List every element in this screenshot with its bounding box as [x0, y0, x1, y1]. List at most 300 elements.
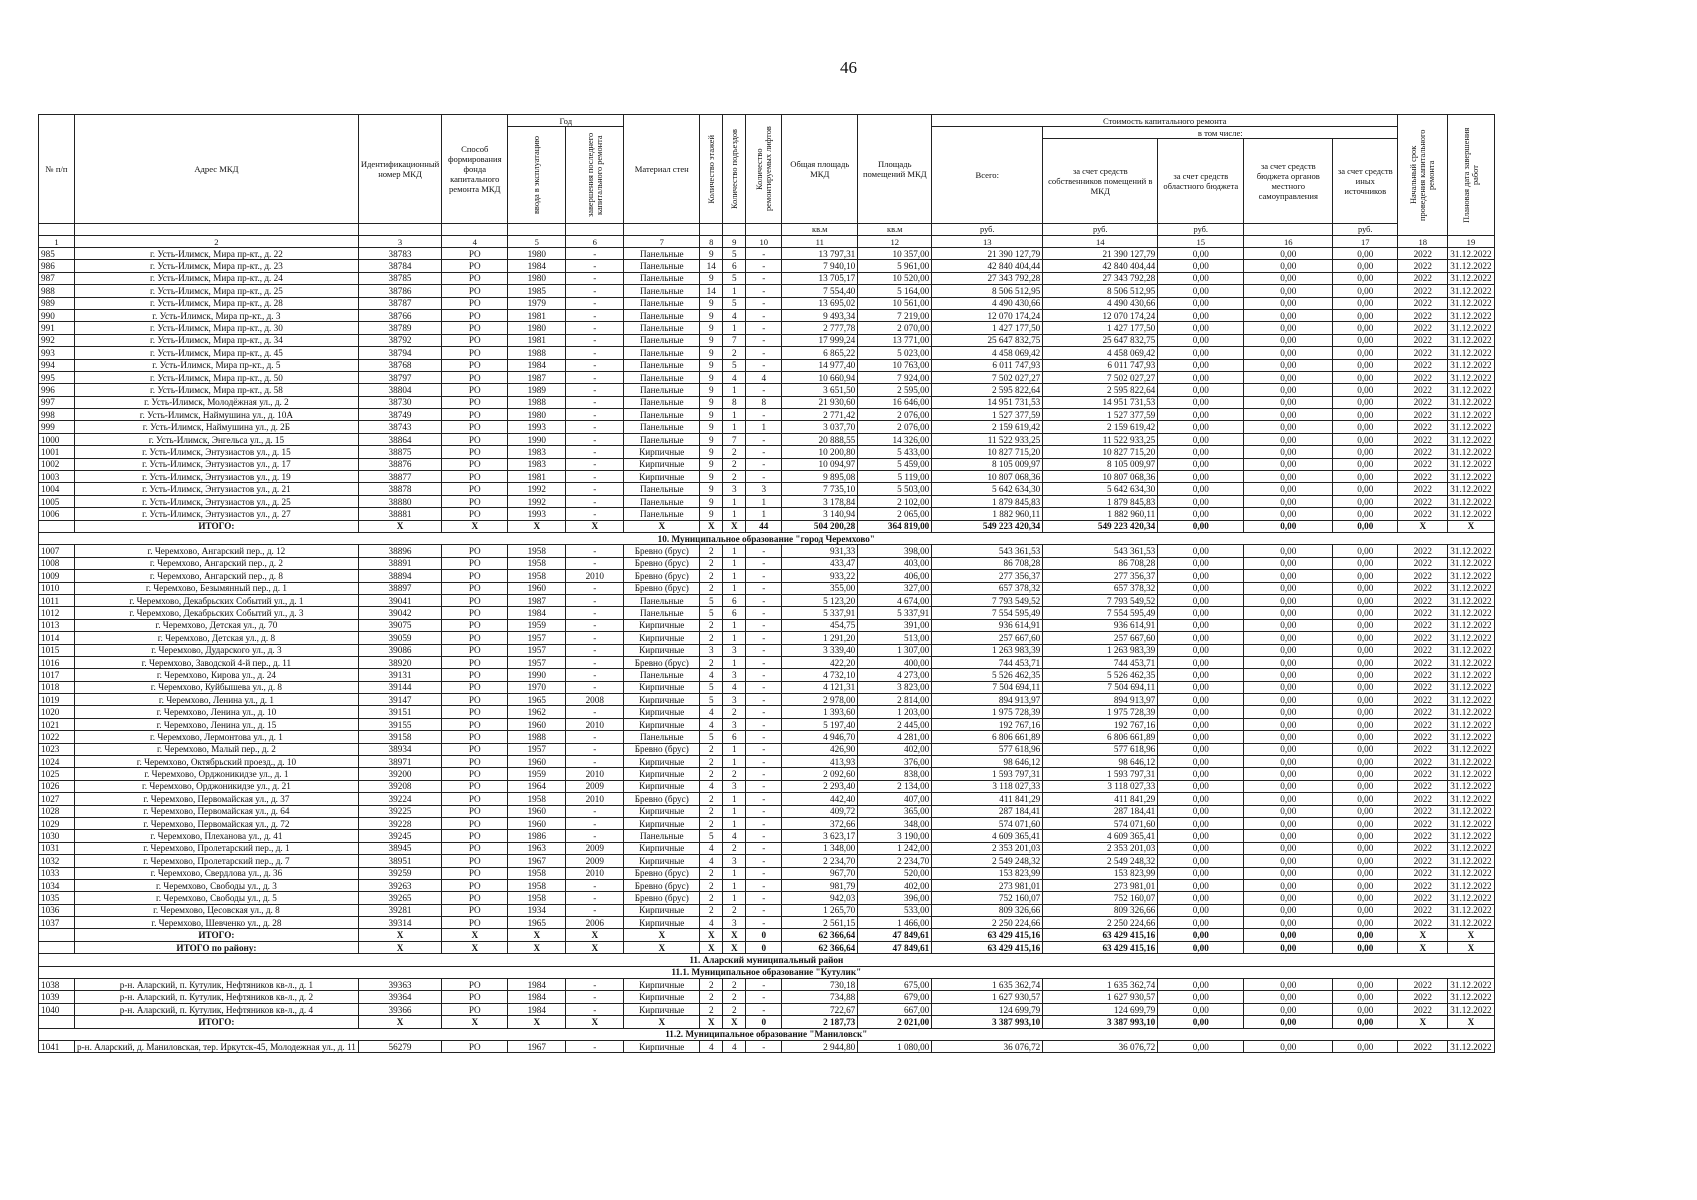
table-cell: -	[746, 644, 782, 656]
table-cell: 0,00	[1158, 433, 1244, 445]
table-cell: -	[566, 322, 624, 334]
table-cell: 2022	[1398, 867, 1448, 879]
table-cell: 31.12.2022	[1448, 396, 1494, 408]
table-cell: 2022	[1398, 780, 1448, 792]
table-cell: РО	[442, 359, 508, 371]
table-cell: 2006	[566, 917, 624, 929]
table-cell: 153 823,99	[1043, 867, 1158, 879]
table-cell: Кирпичные	[624, 681, 700, 693]
table-cell: 1030	[39, 830, 75, 842]
table-cell: 398,00	[858, 545, 932, 557]
table-cell: 21 390 127,79	[932, 248, 1043, 260]
table-cell: 1	[723, 508, 746, 520]
table-cell: Кирпичные	[624, 780, 700, 792]
table-cell: -	[746, 309, 782, 321]
table-cell: 0,00	[1158, 495, 1244, 507]
table-cell: 9	[700, 347, 723, 359]
table-cell: -	[746, 694, 782, 706]
table-cell: г. Черемхово, Лермонтова ул., д. 1	[75, 731, 359, 743]
table-cell: 2022	[1398, 446, 1448, 458]
table-cell: 0,00	[1333, 768, 1398, 780]
table-cell: 543 361,53	[1043, 545, 1158, 557]
table-cell: 0,00	[1158, 384, 1244, 396]
table-cell: 31.12.2022	[1448, 867, 1494, 879]
table-cell: 5 459,00	[858, 458, 932, 470]
table-cell: г. Черемхово, Безымянный пер., д. 1	[75, 582, 359, 594]
header-premises-area: Площадь помещений МКД	[858, 115, 932, 224]
table-cell: 549 223 420,34	[1043, 520, 1158, 532]
table-cell: 2010	[566, 570, 624, 582]
table-cell: 1	[723, 892, 746, 904]
table-cell: г. Усть-Илимск, Мира пр-кт., д. 28	[75, 297, 359, 309]
table-cell: -	[746, 756, 782, 768]
table-cell: 13 705,17	[782, 272, 858, 284]
table-cell: 38891	[358, 557, 441, 569]
table-cell: РО	[442, 855, 508, 867]
table-cell: X	[1398, 520, 1448, 532]
table-cell: 1 627 930,57	[1043, 991, 1158, 1003]
table-cell: 2009	[566, 780, 624, 792]
table-cell: р-н. Аларский, д. Маниловская, тер. Иркутск-45, Молодежная ул., д. 11	[75, 1041, 359, 1053]
table-cell: X	[442, 520, 508, 532]
table-cell: 5 433,00	[858, 446, 932, 458]
table-cell: 39228	[358, 817, 441, 829]
table-cell: -	[746, 334, 782, 346]
table-cell: 31.12.2022	[1448, 582, 1494, 594]
table-cell: г. Черемхово, Детская ул., д. 8	[75, 632, 359, 644]
table-cell: X	[700, 929, 723, 941]
table-cell: 0,00	[1158, 285, 1244, 297]
table-row	[39, 632, 1495, 644]
table-cell: 9	[700, 297, 723, 309]
table-cell: г. Черемхово, Пролетарский пер., д. 1	[75, 842, 359, 854]
table-cell: 0,00	[1333, 731, 1398, 743]
unit-rub: руб.	[1043, 224, 1158, 236]
table-cell: 63 429 415,16	[932, 941, 1043, 953]
table-cell: 0,00	[1333, 421, 1398, 433]
table-cell: 997	[39, 396, 75, 408]
table-cell: 8 105 009,97	[932, 458, 1043, 470]
page-number: 46	[840, 58, 857, 77]
table-row	[39, 347, 1495, 359]
table-cell: 0,00	[1333, 917, 1398, 929]
table-cell: 31.12.2022	[1448, 545, 1494, 557]
table-row	[39, 495, 1495, 507]
table-cell: 0,00	[1244, 433, 1333, 445]
table-cell: 4 946,70	[782, 731, 858, 743]
table-cell: 38743	[358, 421, 441, 433]
table-row	[39, 260, 1495, 272]
table-cell: 2022	[1398, 706, 1448, 718]
table-cell: 2 561,15	[782, 917, 858, 929]
table-cell: 0,00	[1244, 297, 1333, 309]
table-cell: 38792	[358, 334, 441, 346]
table-cell: 31.12.2022	[1448, 991, 1494, 1003]
table-cell: 2 549 248,32	[1043, 855, 1158, 867]
table-cell: 433,47	[782, 557, 858, 569]
table-row	[39, 371, 1495, 383]
table-cell: 2	[700, 557, 723, 569]
table-cell: -	[566, 582, 624, 594]
table-cell: X	[723, 520, 746, 532]
table-cell: -	[746, 384, 782, 396]
table-cell: г. Черемхово, Ленина ул., д. 15	[75, 718, 359, 730]
table-cell: 1026	[39, 780, 75, 792]
table-cell: 21 930,60	[782, 396, 858, 408]
table-cell: 3	[723, 669, 746, 681]
table-cell: -	[746, 681, 782, 693]
table-cell: 31.12.2022	[1448, 1003, 1494, 1015]
table-cell: 994	[39, 359, 75, 371]
table-cell: 1988	[508, 731, 566, 743]
table-cell: X	[624, 929, 700, 941]
table-cell: 0,00	[1158, 867, 1244, 879]
header-lifts	[746, 115, 782, 224]
table-cell: г. Черемхово, Орджоникидзе ул., д. 21	[75, 780, 359, 792]
column-number: 15	[1158, 236, 1244, 248]
header-local: за счет средств бюджета органов местного самоуправления	[1244, 139, 1333, 224]
table-cell: 2022	[1398, 347, 1448, 359]
table-cell: 31.12.2022	[1448, 384, 1494, 396]
table-cell: 1 975 728,39	[1043, 706, 1158, 718]
table-cell: 2009	[566, 855, 624, 867]
unit-cell	[700, 224, 723, 236]
table-cell: 44	[746, 520, 782, 532]
table-cell: 454,75	[782, 619, 858, 631]
table-cell: 38880	[358, 495, 441, 507]
table-cell: 31.12.2022	[1448, 359, 1494, 371]
table-cell: 9	[700, 309, 723, 321]
table-cell: Панельные	[624, 260, 700, 272]
table-cell: 5	[723, 248, 746, 260]
table-cell: -	[746, 433, 782, 445]
table-cell: 6 865,22	[782, 347, 858, 359]
table-cell: 0,00	[1333, 285, 1398, 297]
table-cell: 0,00	[1244, 917, 1333, 929]
table-cell: 987	[39, 272, 75, 284]
table-cell: Кирпичные	[624, 471, 700, 483]
table-cell: Кирпичные	[624, 805, 700, 817]
table-cell: 2022	[1398, 322, 1448, 334]
table-cell: 1016	[39, 656, 75, 668]
table-cell: Кирпичные	[624, 1041, 700, 1053]
table-cell: р-н. Аларский, п. Кутулик, Нефтяников кв-л., д. 1	[75, 979, 359, 991]
table-cell: 10 827 715,20	[932, 446, 1043, 458]
table-cell: 39041	[358, 594, 441, 606]
table-cell: Бревно (брус)	[624, 582, 700, 594]
table-cell: 0,00	[1158, 619, 1244, 631]
table-cell: РО	[442, 297, 508, 309]
table-cell: Панельные	[624, 297, 700, 309]
table-cell: X	[358, 520, 441, 532]
table-cell: 39042	[358, 607, 441, 619]
table-cell: 1958	[508, 793, 566, 805]
table-cell: 31.12.2022	[1448, 669, 1494, 681]
table-cell: 981,79	[782, 879, 858, 891]
table-cell: 0,00	[1158, 309, 1244, 321]
table-cell: 39265	[358, 892, 441, 904]
table-cell: 1	[723, 632, 746, 644]
table-cell: 2 234,70	[782, 855, 858, 867]
table-cell: 31.12.2022	[1448, 842, 1494, 854]
table-cell: РО	[442, 706, 508, 718]
table-cell: 4	[700, 855, 723, 867]
table-cell: 520,00	[858, 867, 932, 879]
table-cell: 0,00	[1158, 656, 1244, 668]
table-cell: 0,00	[1158, 979, 1244, 991]
table-cell: 0,00	[1333, 371, 1398, 383]
table-cell: -	[566, 446, 624, 458]
table-cell: 7 554 595,49	[1043, 607, 1158, 619]
table-cell: 513,00	[858, 632, 932, 644]
table-cell: 31.12.2022	[1448, 731, 1494, 743]
table-cell: 39147	[358, 694, 441, 706]
table-cell: г. Усть-Илимск, Мира пр-кт., д. 3	[75, 309, 359, 321]
unit-cell	[508, 224, 566, 236]
table-cell: РО	[442, 248, 508, 260]
table-row	[39, 545, 1495, 557]
table-cell: 407,00	[858, 793, 932, 805]
table-cell: 2	[700, 793, 723, 805]
table-cell: 0,00	[1333, 1016, 1398, 1028]
table-cell: 1987	[508, 594, 566, 606]
table-cell: 1019	[39, 694, 75, 706]
table-cell: 327,00	[858, 582, 932, 594]
unit-rub: руб.	[1158, 224, 1244, 236]
table-cell: 0,00	[1244, 904, 1333, 916]
table-cell: -	[746, 805, 782, 817]
column-number: 8	[700, 236, 723, 248]
table-cell: 0,00	[1333, 718, 1398, 730]
table-cell: 1 393,60	[782, 706, 858, 718]
table-cell: РО	[442, 594, 508, 606]
table-cell: 967,70	[782, 867, 858, 879]
table-cell: 0,00	[1333, 904, 1398, 916]
table-cell: 1990	[508, 669, 566, 681]
table-cell: 39155	[358, 718, 441, 730]
table-cell: 42 840 404,44	[1043, 260, 1158, 272]
header-entrances-text: Количество подъездов	[729, 129, 739, 209]
table-cell: 5 642 634,30	[932, 483, 1043, 495]
table-row	[39, 855, 1495, 867]
table-cell: 1957	[508, 644, 566, 656]
table-cell: г. Черемхово, Свердлова ул., д. 36	[75, 867, 359, 879]
table-cell: 31.12.2022	[1448, 607, 1494, 619]
table-cell: 31.12.2022	[1448, 557, 1494, 569]
table-cell: РО	[442, 309, 508, 321]
table-row	[39, 842, 1495, 854]
header-cost: Стоимость капитального ремонта	[932, 115, 1398, 127]
table-cell: 1 593 797,31	[1043, 768, 1158, 780]
table-cell: 21 390 127,79	[1043, 248, 1158, 260]
table-cell: Бревно (брус)	[624, 867, 700, 879]
table-cell: -	[746, 780, 782, 792]
table-cell: 0,00	[1333, 979, 1398, 991]
table-cell: 9	[700, 322, 723, 334]
table-cell: 9	[700, 384, 723, 396]
table-cell: 0,00	[1244, 669, 1333, 681]
table-cell: 1958	[508, 879, 566, 891]
unit-cell	[1244, 224, 1333, 236]
table-cell: 0,00	[1244, 632, 1333, 644]
table-row	[39, 471, 1495, 483]
table-cell: 2 234,70	[858, 855, 932, 867]
table-cell: -	[746, 322, 782, 334]
table-cell: 2022	[1398, 248, 1448, 260]
table-cell: 192 767,16	[1043, 718, 1158, 730]
table-cell: -	[746, 570, 782, 582]
table-cell: 8 506 512,95	[932, 285, 1043, 297]
table-cell: 0,00	[1244, 322, 1333, 334]
table-cell: 411 841,29	[932, 793, 1043, 805]
column-number: 7	[624, 236, 700, 248]
table-cell: 1 882 960,11	[932, 508, 1043, 520]
table-cell: 0,00	[1333, 941, 1398, 953]
table-cell: 38934	[358, 743, 441, 755]
table-cell: 2022	[1398, 297, 1448, 309]
table-cell: 9	[700, 272, 723, 284]
table-cell: РО	[442, 260, 508, 272]
table-cell: 9	[700, 483, 723, 495]
table-cell: Панельные	[624, 334, 700, 346]
table-cell: 7 502 027,27	[1043, 371, 1158, 383]
table-row	[39, 421, 1495, 433]
table-cell: -	[566, 495, 624, 507]
table-cell: 27 343 792,28	[1043, 272, 1158, 284]
table-cell: ИТОГО:	[75, 1016, 359, 1028]
table-cell: 1 427 177,50	[1043, 322, 1158, 334]
table-cell: 10 094,97	[782, 458, 858, 470]
table-cell: 1018	[39, 681, 75, 693]
table-cell: -	[566, 706, 624, 718]
table-cell: 63 429 415,16	[1043, 929, 1158, 941]
table-row	[39, 681, 1495, 693]
table-cell: 4 490 430,66	[932, 297, 1043, 309]
table-cell: Панельные	[624, 322, 700, 334]
column-number: 6	[566, 236, 624, 248]
table-cell: 1 593 797,31	[932, 768, 1043, 780]
table-cell: 0,00	[1244, 371, 1333, 383]
total-row	[39, 1016, 1495, 1028]
table-cell: -	[566, 756, 624, 768]
table-cell: Бревно (брус)	[624, 743, 700, 755]
table-cell: РО	[442, 879, 508, 891]
table-cell: -	[746, 892, 782, 904]
table-cell: РО	[442, 495, 508, 507]
table-cell: 31.12.2022	[1448, 309, 1494, 321]
header-regional: за счет средств областного бюджета	[1158, 139, 1244, 224]
table-cell: 36 076,72	[1043, 1041, 1158, 1053]
table-cell: 2022	[1398, 384, 1448, 396]
table-cell: 0,00	[1333, 855, 1398, 867]
table-cell: 0,00	[1244, 756, 1333, 768]
table-cell: 403,00	[858, 557, 932, 569]
table-cell: 2 595 822,64	[932, 384, 1043, 396]
table-cell: 0,00	[1158, 929, 1244, 941]
table-cell: 38875	[358, 446, 441, 458]
header-floors-text: Количество этажей	[706, 134, 716, 204]
header-end-text: Плановая дата завершения работ	[1461, 127, 1480, 223]
table-cell: 2010	[566, 718, 624, 730]
table-cell: 2022	[1398, 594, 1448, 606]
table-cell: 0,00	[1158, 520, 1244, 532]
table-cell: -	[746, 879, 782, 891]
table-cell: 31.12.2022	[1448, 793, 1494, 805]
table-cell: 39086	[358, 644, 441, 656]
table-cell: -	[566, 879, 624, 891]
table-cell: 2 978,00	[782, 694, 858, 706]
table-cell: 1	[723, 557, 746, 569]
table-cell: 989	[39, 297, 75, 309]
table-cell: 38864	[358, 433, 441, 445]
table-cell: 0,00	[1244, 1003, 1333, 1015]
table-cell: 2022	[1398, 817, 1448, 829]
table-cell: -	[566, 830, 624, 842]
table-cell: г. Усть-Илимск, Энтузиастов ул., д. 21	[75, 483, 359, 495]
table-cell: 0,00	[1244, 656, 1333, 668]
table-cell: 2	[700, 545, 723, 557]
table-cell: 2	[723, 471, 746, 483]
table-cell: 0,00	[1333, 867, 1398, 879]
table-cell: РО	[442, 458, 508, 470]
table-cell: г. Черемхово, Свободы ул., д. 3	[75, 879, 359, 891]
table-cell: 1 263 983,39	[1043, 644, 1158, 656]
table-cell: РО	[442, 756, 508, 768]
table-cell: X	[700, 941, 723, 953]
table-cell: РО	[442, 396, 508, 408]
header-lifts-text: Количество ремонтируемых лифтов	[754, 126, 773, 212]
unit-cell	[358, 224, 441, 236]
table-cell: РО	[442, 371, 508, 383]
table-cell: 0,00	[1158, 458, 1244, 470]
table-cell: 0,00	[1333, 334, 1398, 346]
table-cell: 3	[700, 644, 723, 656]
table-cell: X	[1448, 929, 1494, 941]
table-cell: 1000	[39, 433, 75, 445]
table-cell: Панельные	[624, 309, 700, 321]
table-cell: 2022	[1398, 768, 1448, 780]
table-cell: 4 609 365,41	[932, 830, 1043, 842]
table-cell: 39208	[358, 780, 441, 792]
table-cell: Кирпичные	[624, 842, 700, 854]
table-row	[39, 248, 1495, 260]
table-cell: г. Черемхово, Пролетарский пер., д. 7	[75, 855, 359, 867]
table-cell: 13 695,02	[782, 297, 858, 309]
table-cell: г. Черемхово, Плеханова ул., д. 41	[75, 830, 359, 842]
header-ident: Идентификационный номер МКД	[358, 115, 441, 224]
table-cell: 0,00	[1333, 396, 1398, 408]
table-cell: 752 160,07	[932, 892, 1043, 904]
table-cell: 39259	[358, 867, 441, 879]
table-cell: 5 197,40	[782, 718, 858, 730]
unit-m2: кв.м	[782, 224, 858, 236]
table-cell: 5	[700, 594, 723, 606]
table-cell: 1027	[39, 793, 75, 805]
table-cell: 0,00	[1158, 359, 1244, 371]
table-cell: 1037	[39, 917, 75, 929]
table-row	[39, 396, 1495, 408]
table-cell: 2022	[1398, 842, 1448, 854]
table-cell: 7 219,00	[858, 309, 932, 321]
table-cell: 0,00	[1158, 260, 1244, 272]
table-cell: 9	[700, 421, 723, 433]
table-cell: -	[566, 681, 624, 693]
section-row	[39, 966, 1495, 978]
table-cell: 0,00	[1244, 285, 1333, 297]
table-cell: 0,00	[1333, 892, 1398, 904]
table-cell: 1985	[508, 285, 566, 297]
table-cell: 31.12.2022	[1448, 743, 1494, 755]
